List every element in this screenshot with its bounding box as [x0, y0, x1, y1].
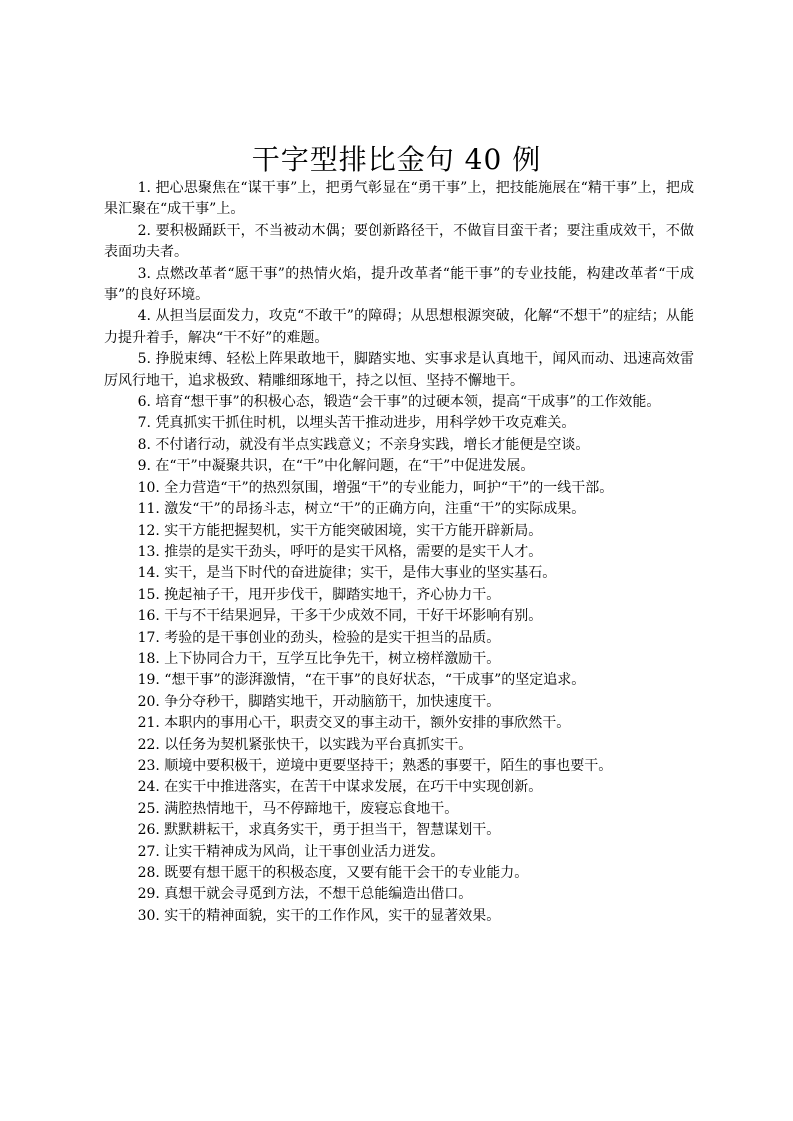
list-item: 16. 干与不干结果迥异，干多干少成效不同，干好干坏影响有别。 [137, 608, 543, 625]
list-item: 19. “想干事”的澎湃激情，“在干事”的良好状态，“干成事”的坚定追求。 [137, 672, 586, 689]
list-item: 21. 本职内的事用心干，职责交叉的事主动干，额外安排的事欣然干。 [137, 715, 571, 732]
list-item: 10. 全力营造“干”的热烈氛围，增强“干”的专业能力，呵护“干”的一线干部。 [137, 479, 614, 496]
list-item: 25. 满腔热情地干，马不停蹄地干，废寝忘食地干。 [137, 800, 459, 817]
list-item: 20. 争分夺秒干，脚踏实地干，开动脑筋干，加快速度干。 [137, 693, 501, 710]
list-item: 14. 实干，是当下时代的奋进旋律；实干，是伟大事业的坚实基石。 [137, 565, 557, 582]
list-item: 2. 要积极踊跃干，不当被动木偶；要创新路径干，不做盲目蛮干者；要注重成效干，不做表面功夫者。 [104, 222, 694, 261]
list-item: 5. 挣脱束缚、轻松上阵果敢地干，脚踏实地、实事求是认真地干，闻风而动、迅速高效雷厉风行地干，追求极致、精雕细琢地干，持之以恒、坚持不懈地干。 [104, 351, 694, 389]
list-item: 17. 考验的是干事创业的劲头，检验的是实干担当的品质。 [137, 629, 501, 646]
list-item: 13. 推崇的是实干劲头，呼吁的是实干风格，需要的是实干人才。 [137, 543, 543, 560]
list-item: 12. 实干方能把握契机，实干方能突破困境，实干方能开辟新局。 [137, 522, 543, 539]
list-item: 7. 凭真抓实干抓住时机，以埋头苦干推动进步，用科学妙干攻克难关。 [137, 415, 576, 432]
list-item: 11. 激发“干”的昂扬斗志，树立“干”的正确方向，注重“干”的实际成果。 [137, 501, 586, 518]
list-item: 4. 从担当层面发力，攻克“不敢干”的障碍；从思想根源突破，化解“不想干”的症结；从能力提升着手，解决“干不好”的难题。 [104, 308, 694, 346]
list-item: 29. 真想干就会寻觅到方法，不想干总能编造出借口。 [137, 886, 473, 903]
document-title: 干字型排比金句 40 例 [251, 143, 542, 176]
list-item: 30. 实干的精神面貌，实干的工作作风，实干的显著效果。 [137, 907, 501, 924]
list-item: 26. 默默耕耘干，求真务实干，勇于担当干，智慧谋划干。 [137, 822, 501, 839]
list-item: 1. 把心思聚焦在“谋干事”上，把勇气彰显在“勇干事”上，把技能施展在“精干事”上，把成果汇聚在“成干事”上。 [104, 180, 694, 218]
list-item: 24. 在实干中推进落实，在苦干中谋求发展，在巧干中实现创新。 [137, 779, 543, 796]
list-item: 27. 让实干精神成为风尚，让干事创业活力迸发。 [137, 843, 445, 860]
list-item: 8. 不付诸行动，就没有半点实践意义；不亲身实践，增长才能便是空谈。 [137, 436, 590, 453]
list-item: 28. 既要有想干愿干的积极态度，又要有能干会干的专业能力。 [137, 865, 529, 881]
list-item: 3. 点燃改革者“愿干事”的热情火焰，提升改革者“能干事”的专业技能，构建改革者“干成事”的良好环境。 [104, 265, 694, 304]
list-item: 18. 上下协同合力干，互学互比争先干，树立榜样激励干。 [137, 650, 501, 667]
list-item: 23. 顺境中要积极干，逆境中更要坚持干；熟悉的事要干，陌生的事也要干。 [137, 757, 613, 774]
list-item: 22. 以任务为契机紧张快干，以实践为平台真抓实干。 [137, 736, 473, 753]
list-item: 15. 挽起袖子干，甩开步伐干，脚踏实地干，齐心协力干。 [137, 586, 501, 603]
list-item: 6. 培育“想干事”的积极心态，锻造“会干事”的过硬本领，提高“干成事”的工作效能。 [137, 394, 661, 411]
list-item: 9. 在“干”中凝聚共识，在“干”中化解问题，在“干”中促进发展。 [137, 458, 535, 475]
item-list [104, 178, 694, 927]
